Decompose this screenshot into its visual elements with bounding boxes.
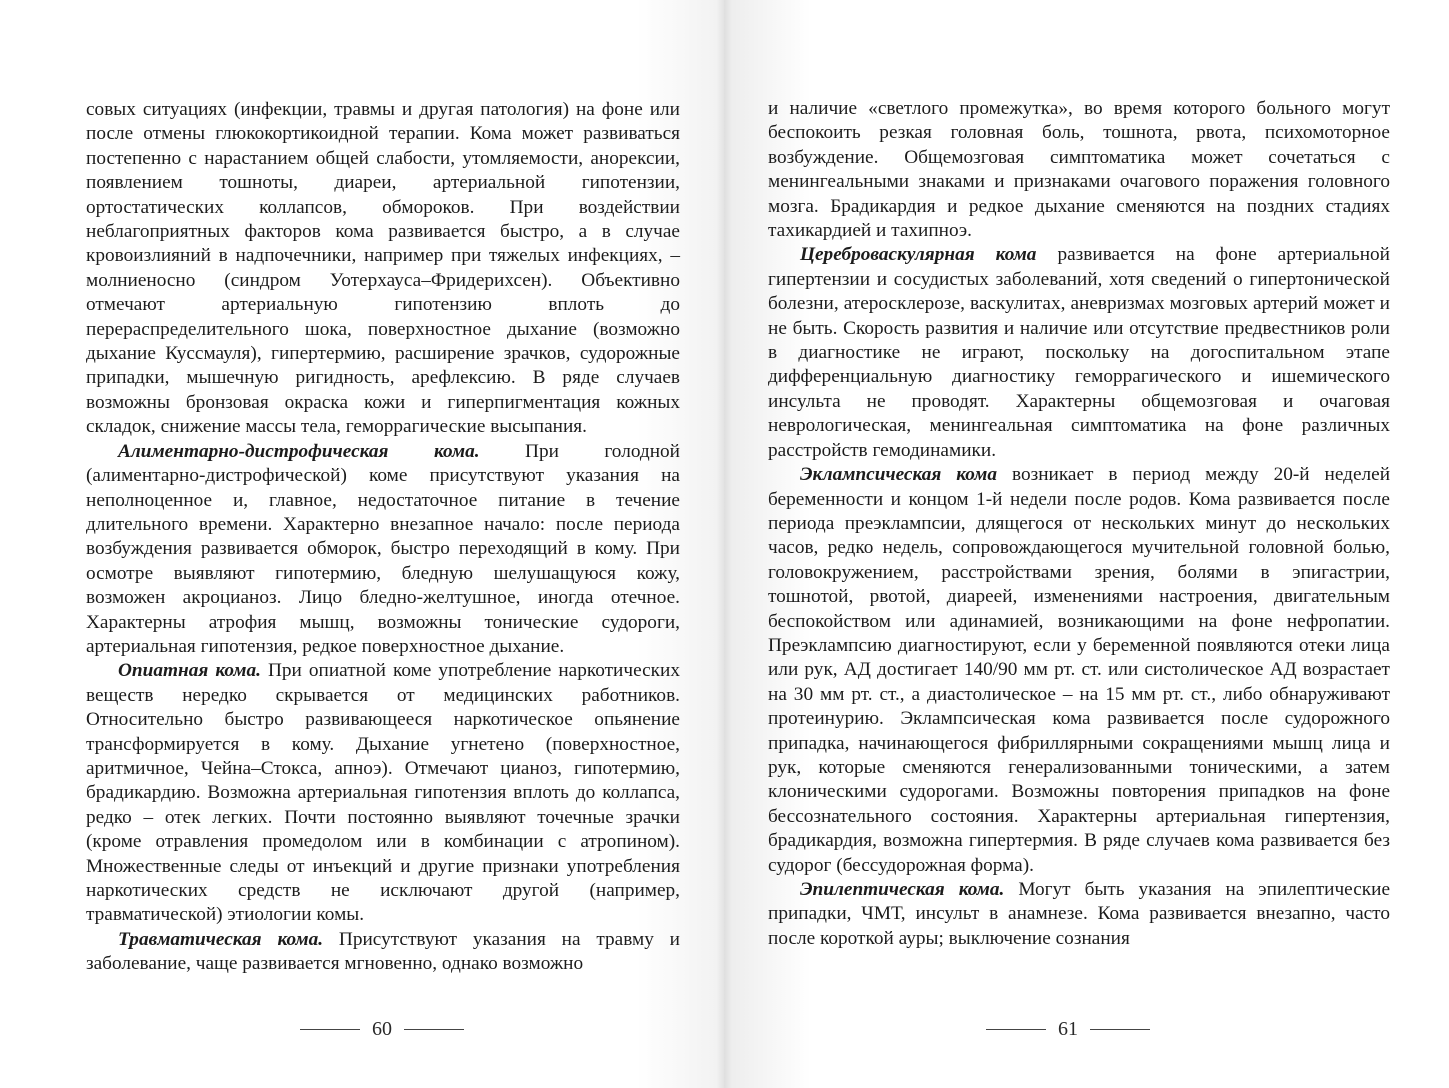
paragraph xyxy=(86,440,680,660)
paragraph xyxy=(86,659,680,927)
section-term: Эклампсическая кома xyxy=(800,464,998,486)
section-term: Цереброваскулярная кома xyxy=(800,244,1037,266)
paragraph xyxy=(86,928,680,977)
section-term: Алиментарно-дистрофическая кома. xyxy=(118,440,480,462)
right-page xyxy=(724,0,1449,1088)
left-page-text xyxy=(86,98,680,977)
paragraph-text: совых ситуациях (инфекции, травмы и другая патология) на фоне или после отмены глюкокортикоидной терапии. Кома может развиваться постепенно с нарастанием общей слабости, утомляемости, анорексии, появлением тошноты, диареи, артериальной гипотензии, ортостатических коллапсов, обмороков. При воздействии неблагоприятных факторов кома развивается быстро, а в случае кровоизлияний в надпочечники, например при тяжелых инфекциях, – молниеносно (синдром Уотерхауса–Фридерихсен). Объективно отмечают артериальную гипотензию вплоть до перераспределительного шока, поверхностное дыхание (возможно дыхание Куссмауля), гипертермию, расширение зрачков, судорожные припадки, мышечную ригидность, арефлексию. В ряде случаев возможны бронзовая окраска кожи и гиперпигментация кожных складок, снижение массы тела, геморрагические высыпания. xyxy=(86,99,680,438)
folio-rule xyxy=(300,1029,360,1030)
folio-rule xyxy=(404,1029,464,1030)
page-number: 61 xyxy=(1058,1018,1078,1040)
paragraph xyxy=(768,878,1390,951)
paragraph-text: Присутствуют указания на травму и заболевание, чаще развивается мгновенно, однако возможно xyxy=(86,928,680,975)
right-page-text xyxy=(768,97,1390,951)
paragraph-text: и наличие «светлого промежутка», во время которого больного могут беспокоить резкая головная боль, тошнота, рвота, психомоторное возбуждение. Общемозговая симптоматика может сочетаться с менингеальными знаками и признаками очагового поражения головного мозга. Брадикардия и редкое дыхание сменяются на поздних стадиях тахикардией и тахипноэ. xyxy=(768,98,1390,242)
left-page xyxy=(0,0,724,1088)
page-number-footer xyxy=(986,1018,1150,1041)
page-number: 60 xyxy=(372,1018,392,1040)
paragraph-text: развивается на фоне артериальной гипертензии и сосудистых заболеваний, хотя сведений о гипертонической болезни, атеросклерозе, васкулитах, аневризмах мозговых артерий может и не быть. Скорость развития и наличие или отсутствие предвестников роли в диагностике не играют, поскольку на догоспитальном этапе дифференциальную диагностику геморрагического и ишемического инсульта не проводят. Характерны общемозговая и очаговая неврологическая, менингеальная симптоматика на фоне различных расстройств гемодинамики. xyxy=(768,244,1390,461)
section-term: Травматическая кома. xyxy=(118,928,324,950)
section-term: Опиатная кома. xyxy=(118,660,261,682)
paragraph-text: Могут быть указания на эпилептические припадки, ЧМТ, инсульт в анамнезе. Кома развивается внезапно, часто после короткой ауры; выключение сознания xyxy=(768,879,1391,949)
page-number-footer xyxy=(300,1018,464,1041)
paragraph-text: При голодной (алиментарно-дистрофической) коме присутствуют указания на неполноценное и, главное, недостаточное питание в течение длительного времени. Характерно внезапное начало: после периода возбуждения развивается обморок, быстро переходящий в кому. При осмотре выявляют гипотермию, бледную шелушащуюся кожу, возможен акроцианоз. Лицо бледно-желтушное, иногда отечное. Характерны атрофия мышц, возможны тонические судороги, артериальная гипотензия, редкое поверхностное дыхание. xyxy=(86,440,680,657)
folio-rule xyxy=(986,1029,1046,1030)
paragraph xyxy=(768,463,1390,878)
paragraph-text: При опиатной коме употребление наркотических веществ нередко скрывается от медицинских работников. Относительно быстро развивающееся наркотическое опьянение трансформируется в кому. Дыхание угнетено (поверхностное, аритмичное, Чейна–Стокса, апноэ). Отмечают цианоз, гипотермию, брадикардию. Возможна артериальная гипотензия вплоть до коллапса, редко – отек легких. Почти постоянно выявляют точечные зрачки (кроме отравления промедолом или в комбинации с атропином). Множественные следы от инъекций и другие признаки употребления наркотических средств не исключают другой (например, травматической) этиологии комы. xyxy=(86,660,680,926)
folio-rule xyxy=(1090,1029,1150,1030)
book-gutter-shadow xyxy=(716,0,732,1088)
section-term: Эпилептическая кома. xyxy=(800,879,1005,900)
paragraph xyxy=(86,98,680,440)
paragraph xyxy=(768,97,1390,243)
paragraph-text: возникает в период между 20-й неделей беременности и концом 1-й недели после родов. Кома развивается после периода преэклампсии, длящегося от нескольких минут до нескольких часов, редко недель, сопровождающегося мучительной головной болью, головокружением, расстройствами зрения, болями в эпигастрии, тошнотой, рвотой, диареей, изменениями настроения, двигательным беспокойством или адинамией, возникающими на фоне нефропатии. Преэклампсию диагностируют, если у беременной появляются отеки лица или рук, АД достигает 140/90 мм рт. ст. или систолическое АД возрастает на 30 мм рт. ст., а диастолическое – на 15 мм рт. ст., либо обнаруживают протеинурию. Эклампсическая кома развивается после судорожного припадка, начинающегося фибриллярными сокращениями мышц лица и рук, которые сменяются генерализованными тоническими, а затем клоническими судорогами. Возможны повторения припадков на фоне бессознательного состояния. Характерны артериальная гипертензия, брадикардия, возможна гипертермия. В ряде случаев кома развивается без судорог (бессудорожная форма). xyxy=(768,464,1391,876)
paragraph xyxy=(768,243,1390,463)
